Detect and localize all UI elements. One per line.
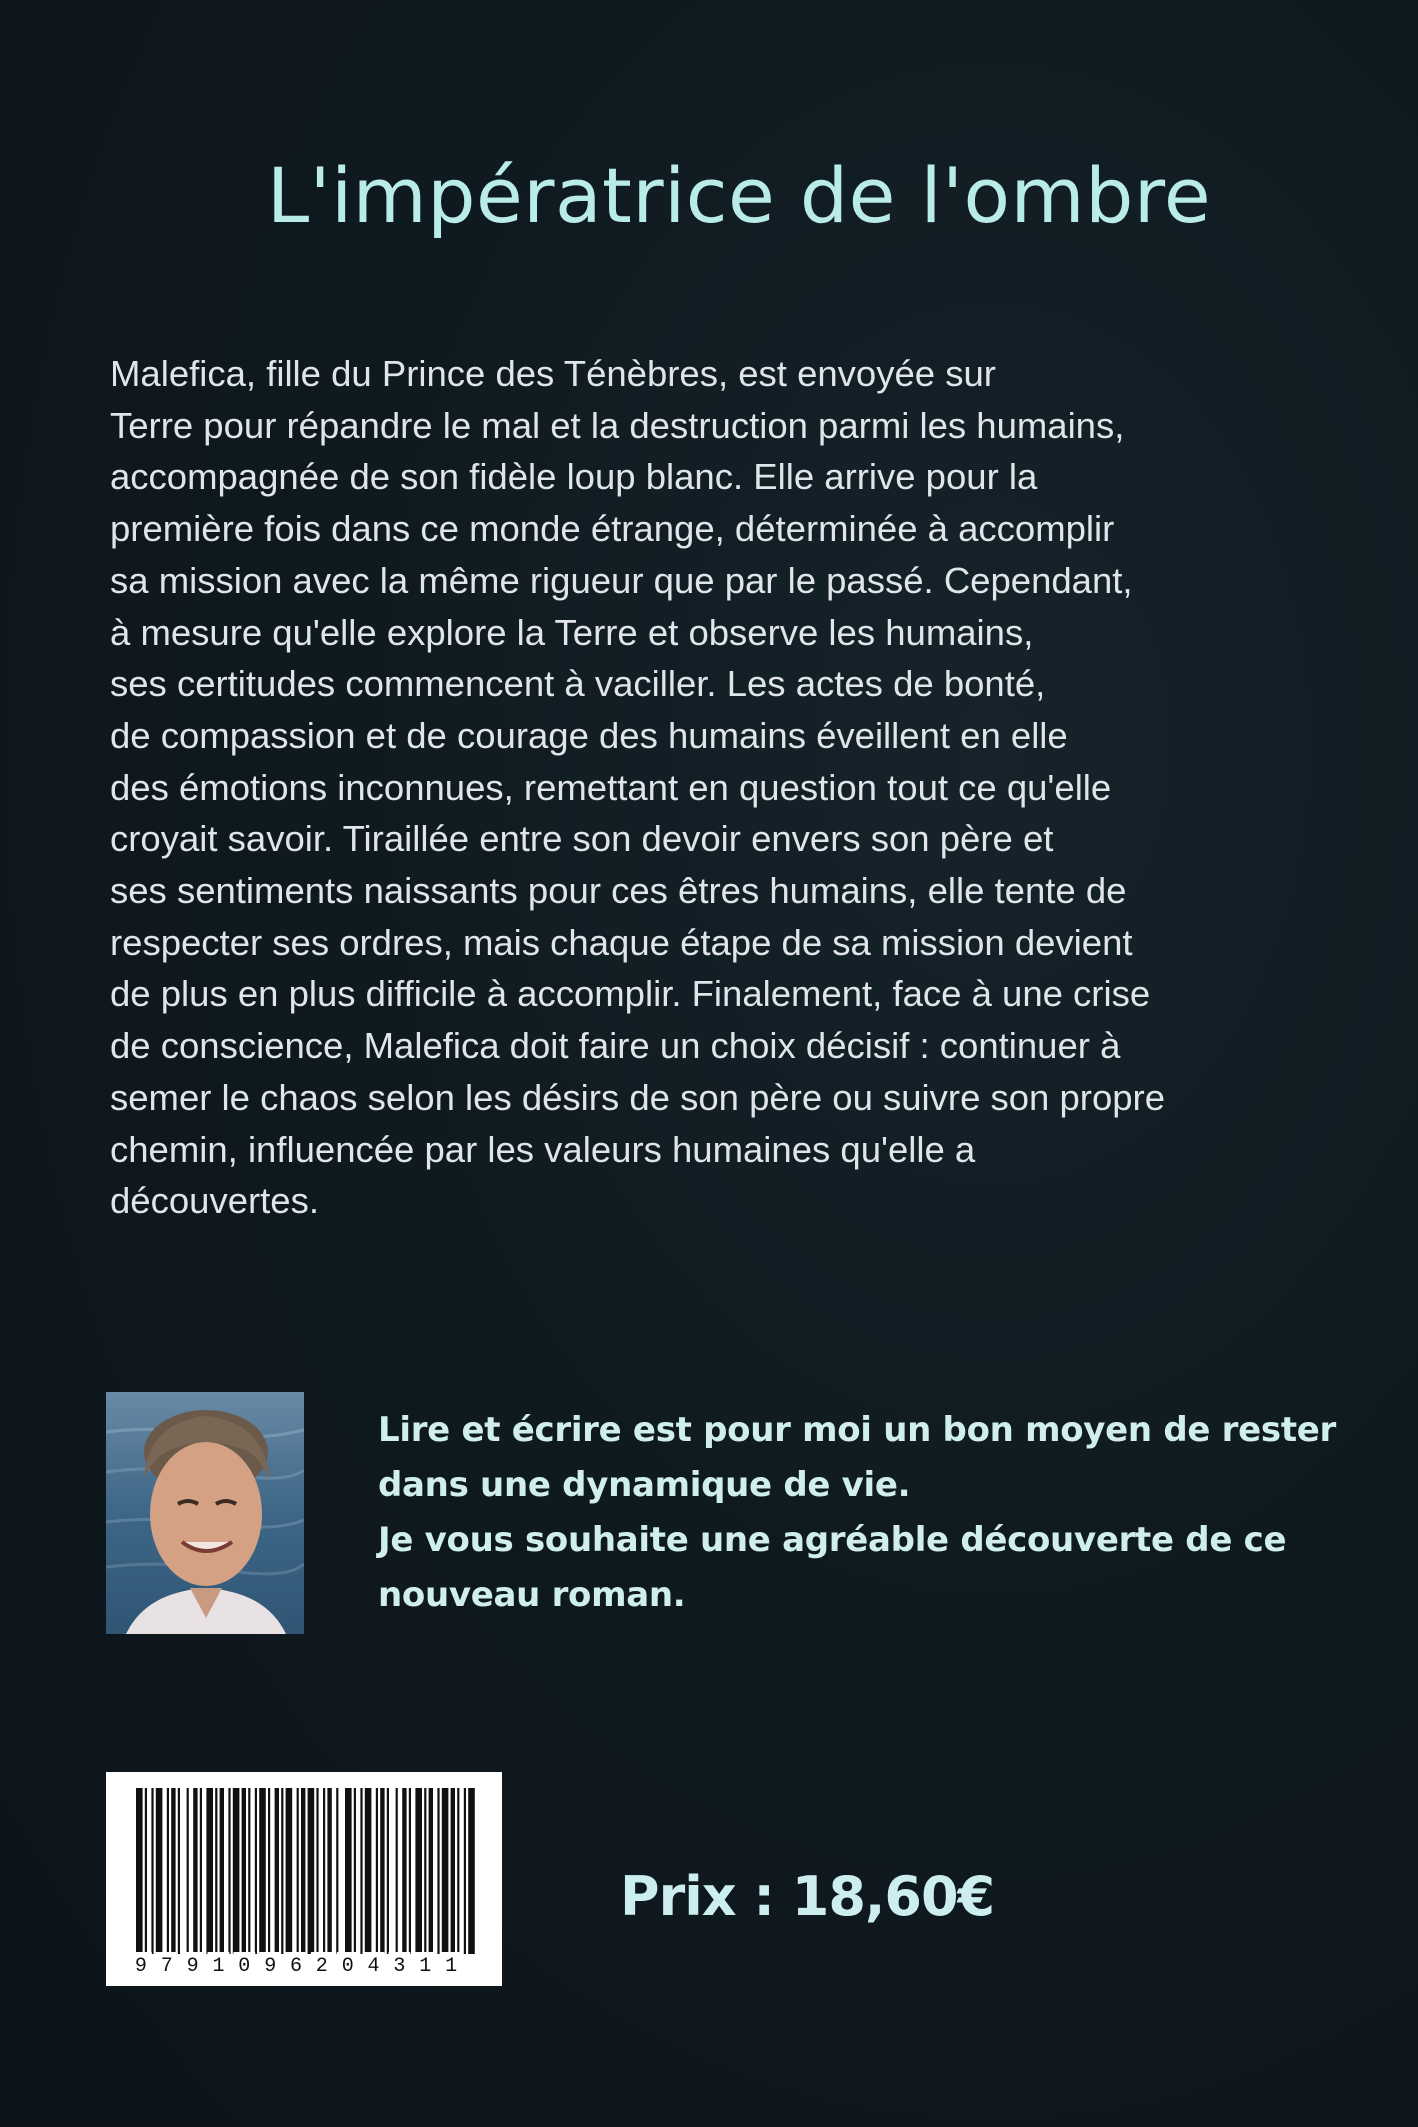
barcode-bar	[275, 1788, 279, 1954]
barcode-bar	[233, 1788, 240, 1954]
synopsis-line: à mesure qu'elle explore la Terre et observe les humains,	[110, 611, 1034, 653]
author-portrait-icon	[106, 1392, 304, 1634]
barcode-bar	[360, 1788, 362, 1954]
barcode-bar	[206, 1788, 213, 1954]
barcode-digit: 0	[341, 1955, 354, 1978]
barcode-bar	[286, 1788, 293, 1954]
book-title: L'impératrice de l'ombre	[266, 151, 1212, 240]
barcode-bar	[255, 1788, 257, 1954]
barcode-bar	[220, 1788, 224, 1954]
barcode-bar	[327, 1788, 331, 1954]
barcode-bar	[268, 1788, 270, 1954]
barcode-bar	[248, 1788, 250, 1954]
barcode-bar	[308, 1788, 315, 1954]
synopsis-line: Malefica, fille du Prince des Ténèbres, est envoyée sur	[110, 353, 996, 394]
synopsis-line: accompagnée de son fidèle loup blanc. Elle arrive pour la	[110, 456, 1038, 498]
synopsis	[110, 348, 1380, 1227]
author-photo	[106, 1392, 304, 1634]
barcode-bar	[457, 1788, 459, 1954]
barcode-bar	[409, 1788, 411, 1954]
barcode-bar	[468, 1788, 475, 1954]
barcode-bar	[396, 1788, 398, 1954]
barcode-digit: 1	[212, 1955, 225, 1978]
barcode-bar	[316, 1788, 318, 1954]
synopsis-line: découvertes.	[110, 1180, 319, 1222]
barcode	[106, 1772, 502, 1986]
barcode-bar	[464, 1788, 466, 1954]
synopsis-line: ses sentiments naissants pour ces êtres humains, elle tente de	[110, 870, 1127, 912]
synopsis-line: respecter ses ordres, mais chaque étape de sa mission devient	[110, 921, 1133, 963]
synopsis-line: première fois dans ce monde étrange, déterminée à accomplir	[110, 508, 1115, 550]
barcode-bar	[451, 1788, 455, 1954]
barcode-bar	[437, 1788, 439, 1954]
barcode-digit: 1	[445, 1955, 458, 1978]
barcode-bar	[242, 1788, 246, 1954]
barcode-bar	[345, 1788, 352, 1954]
barcode-bar	[136, 1788, 143, 1954]
price-label: Prix : 18,60€	[620, 1865, 995, 1928]
barcode-digit: 9	[134, 1955, 147, 1978]
bio-line: nouveau roman.	[378, 1575, 686, 1615]
barcode-bar	[336, 1788, 338, 1954]
synopsis-line: de plus en plus difficile à accomplir. Finalement, face à une crise	[110, 973, 1151, 1015]
barcode-bar	[145, 1788, 147, 1954]
barcode-bar	[376, 1788, 378, 1954]
barcode-bar	[215, 1788, 217, 1954]
barcode-bar	[167, 1788, 169, 1954]
author-bio	[378, 1403, 1378, 1623]
barcode-bar	[387, 1788, 389, 1954]
barcode-bar	[442, 1788, 449, 1954]
barcode-digit: 1	[419, 1955, 432, 1978]
barcode-bar	[228, 1788, 230, 1954]
barcode-bar	[354, 1788, 356, 1954]
barcode-bar	[301, 1788, 305, 1954]
barcode-digit: 9	[264, 1955, 277, 1978]
barcode-bar	[151, 1788, 153, 1954]
ean-barcode-icon	[106, 1772, 502, 1986]
synopsis-line: de conscience, Malefica doit faire un choix décisif : continuer à	[110, 1025, 1121, 1067]
synopsis-line: semer le chaos selon les désirs de son père ou suivre son propre	[110, 1076, 1166, 1118]
barcode-bar	[156, 1788, 163, 1954]
barcode-digit: 4	[367, 1955, 380, 1978]
barcode-bar	[415, 1788, 422, 1954]
synopsis-line: des émotions inconnues, remettant en question tout ce qu'elle	[110, 766, 1112, 808]
barcode-bar	[380, 1788, 384, 1954]
barcode-bar	[402, 1788, 406, 1954]
bio-line: Lire et écrire est pour moi un bon moyen de rester	[378, 1410, 1337, 1450]
barcode-digit: 0	[238, 1955, 251, 1978]
barcode-bar	[187, 1788, 189, 1954]
synopsis-line: croyait savoir. Tiraillée entre son devoir envers son père et	[110, 818, 1054, 860]
barcode-bar	[178, 1788, 180, 1954]
barcode-bar	[200, 1788, 202, 1954]
barcode-bar	[171, 1788, 175, 1954]
barcode-bar	[323, 1788, 325, 1954]
barcode-bar	[429, 1788, 433, 1954]
synopsis-line: sa mission avec la même rigueur que par le passé. Cependant,	[110, 559, 1133, 601]
barcode-digit: 3	[393, 1955, 406, 1978]
bio-line: dans une dynamique de vie.	[378, 1465, 911, 1505]
barcode-bar	[281, 1788, 283, 1954]
synopsis-line: chemin, influencée par les valeurs humaines qu'elle a	[110, 1128, 976, 1170]
barcode-digit: 7	[160, 1955, 173, 1978]
barcode-bar	[193, 1788, 197, 1954]
barcode-bar	[259, 1788, 266, 1954]
barcode-digit: 9	[186, 1955, 199, 1978]
bio-line: Je vous souhaite une agréable découverte de ce	[378, 1520, 1287, 1560]
barcode-bar	[297, 1788, 299, 1954]
synopsis-line: de compassion et de courage des humains éveillent en elle	[110, 714, 1068, 756]
synopsis-line: Terre pour répandre le mal et la destruction parmi les humains,	[110, 404, 1125, 446]
barcode-digit: 6	[289, 1955, 303, 1978]
barcode-digit: 2	[315, 1955, 328, 1978]
synopsis-line: ses certitudes commencent à vaciller. Les actes de bonté,	[110, 663, 1046, 705]
barcode-bar	[365, 1788, 372, 1954]
barcode-bar	[424, 1788, 426, 1954]
